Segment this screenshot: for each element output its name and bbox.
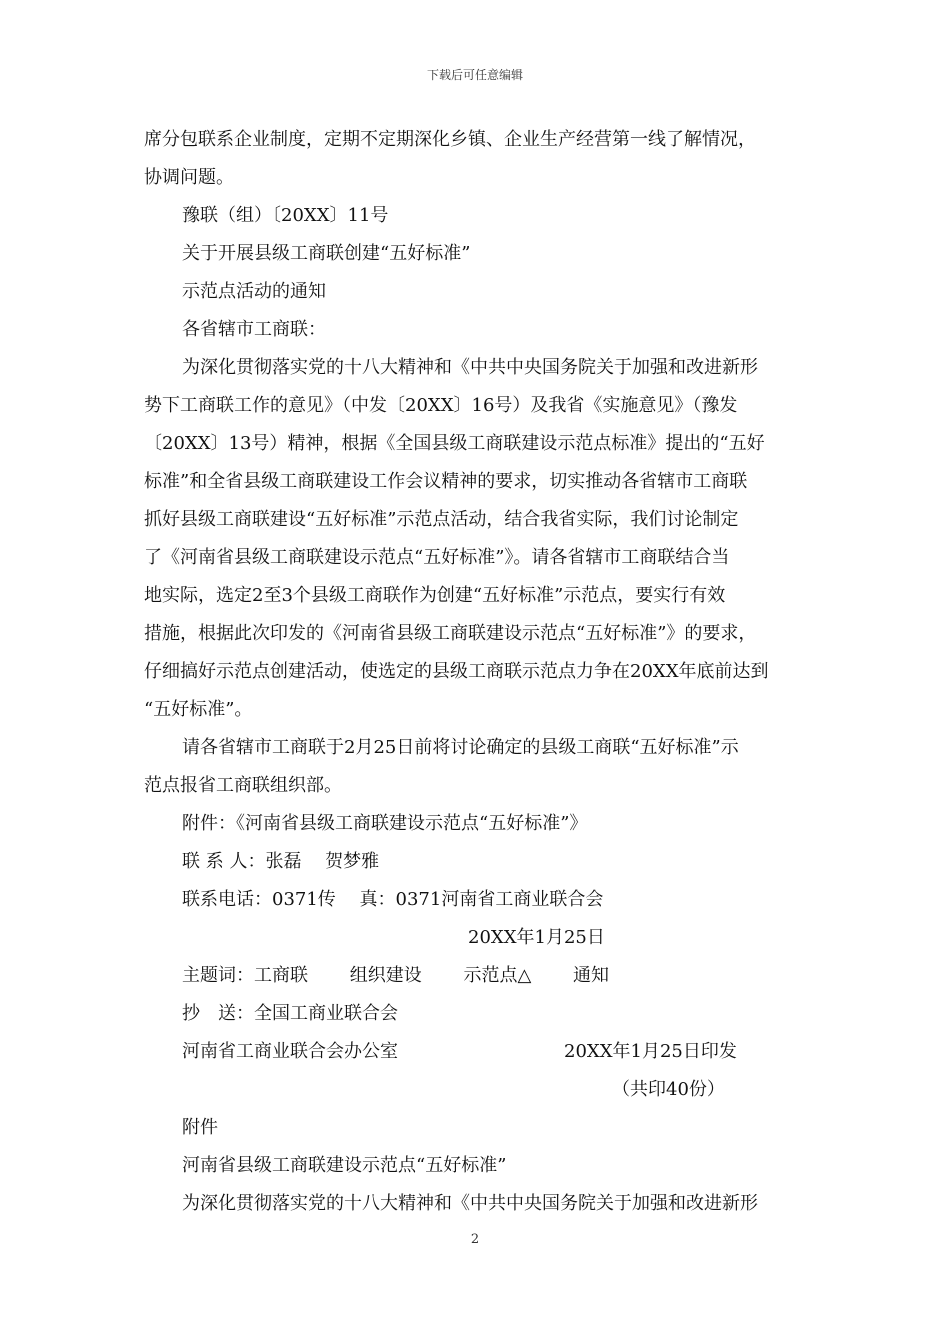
text-line: “五好标准”。 xyxy=(144,699,253,720)
attachment-heading: 附件 xyxy=(182,1117,218,1138)
document-number: 豫联（组）〔20XX〕11号 xyxy=(182,205,389,226)
text-line: 了《河南省县级工商联建设示范点“五好标准”》。请各省辖市工商联结合当 xyxy=(144,547,730,568)
text-line: 席分包联系企业制度，定期不定期深化乡镇、企业生产经营第一线了解情况， xyxy=(144,129,756,150)
attachment-title: 河南省县级工商联建设示范点“五好标准” xyxy=(182,1155,507,1176)
text-line: 为深化贯彻落实党的十八大精神和《中共中央国务院关于加强和改进新形 xyxy=(182,1193,758,1214)
text-line: 协调问题。 xyxy=(144,167,234,188)
attachment-line: 附件：《河南省县级工商联建设示范点“五好标准”》 xyxy=(182,813,588,834)
print-date: 20XX年1月25日印发 xyxy=(564,1041,737,1062)
issuing-office: 河南省工商业联合会办公室 xyxy=(182,1041,398,1062)
text-line: 为深化贯彻落实党的十八大精神和《中共中央国务院关于加强和改进新形 xyxy=(182,357,758,378)
text-line: 势下工商联工作的意见》（中发〔20XX〕16号）及我省《实施意见》（豫发 xyxy=(144,395,738,416)
page-header: 下载后可任意编辑 xyxy=(426,68,523,82)
text-line: 请各省辖市工商联于2月25日前将讨论确定的县级工商联“五好标准”示 xyxy=(182,737,739,758)
notice-title-line-1: 关于开展县级工商联创建“五好标准” xyxy=(182,243,471,264)
text-line: 地实际，选定2至3个县级工商联作为创建“五好标准”示范点，要实行有效 xyxy=(144,585,726,606)
text-line: 范点报省工商联组织部。 xyxy=(144,775,342,796)
page-number: 2 xyxy=(470,1232,480,1247)
text-line: 措施，根据此次印发的《河南省县级工商联建设示范点“五好标准”》的要求， xyxy=(144,623,757,644)
salutation: 各省辖市工商联： xyxy=(182,319,326,340)
copy-to: 抄 送：全国工商业联合会 xyxy=(182,1003,398,1024)
notice-title-line-2: 示范点活动的通知 xyxy=(182,281,326,302)
contact-person: 联 系 人：张磊 贺梦雅 xyxy=(182,851,380,872)
contact-phone: 联系电话：0371传 真：0371河南省工商业联合会 xyxy=(182,889,604,910)
text-line: 抓好县级工商联建设“五好标准”示范点活动，结合我省实际，我们讨论制定 xyxy=(144,509,739,530)
text-line: 标准”和全省县级工商联建设工作会议精神的要求，切实推动各省辖市工商联 xyxy=(144,471,748,492)
print-count: （共印40份） xyxy=(612,1079,725,1100)
text-line: 〔20XX〕13号）精神，根据《全国县级工商联建设示范点标准》提出的“五好 xyxy=(144,433,765,454)
subject-words: 主题词：工商联 组织建设 示范点△ 通知 xyxy=(182,965,610,986)
text-line: 仔细搞好示范点创建活动，使选定的县级工商联示范点力争在20XX年底前达到 xyxy=(144,661,769,682)
issue-date: 20XX年1月25日 xyxy=(468,927,605,948)
